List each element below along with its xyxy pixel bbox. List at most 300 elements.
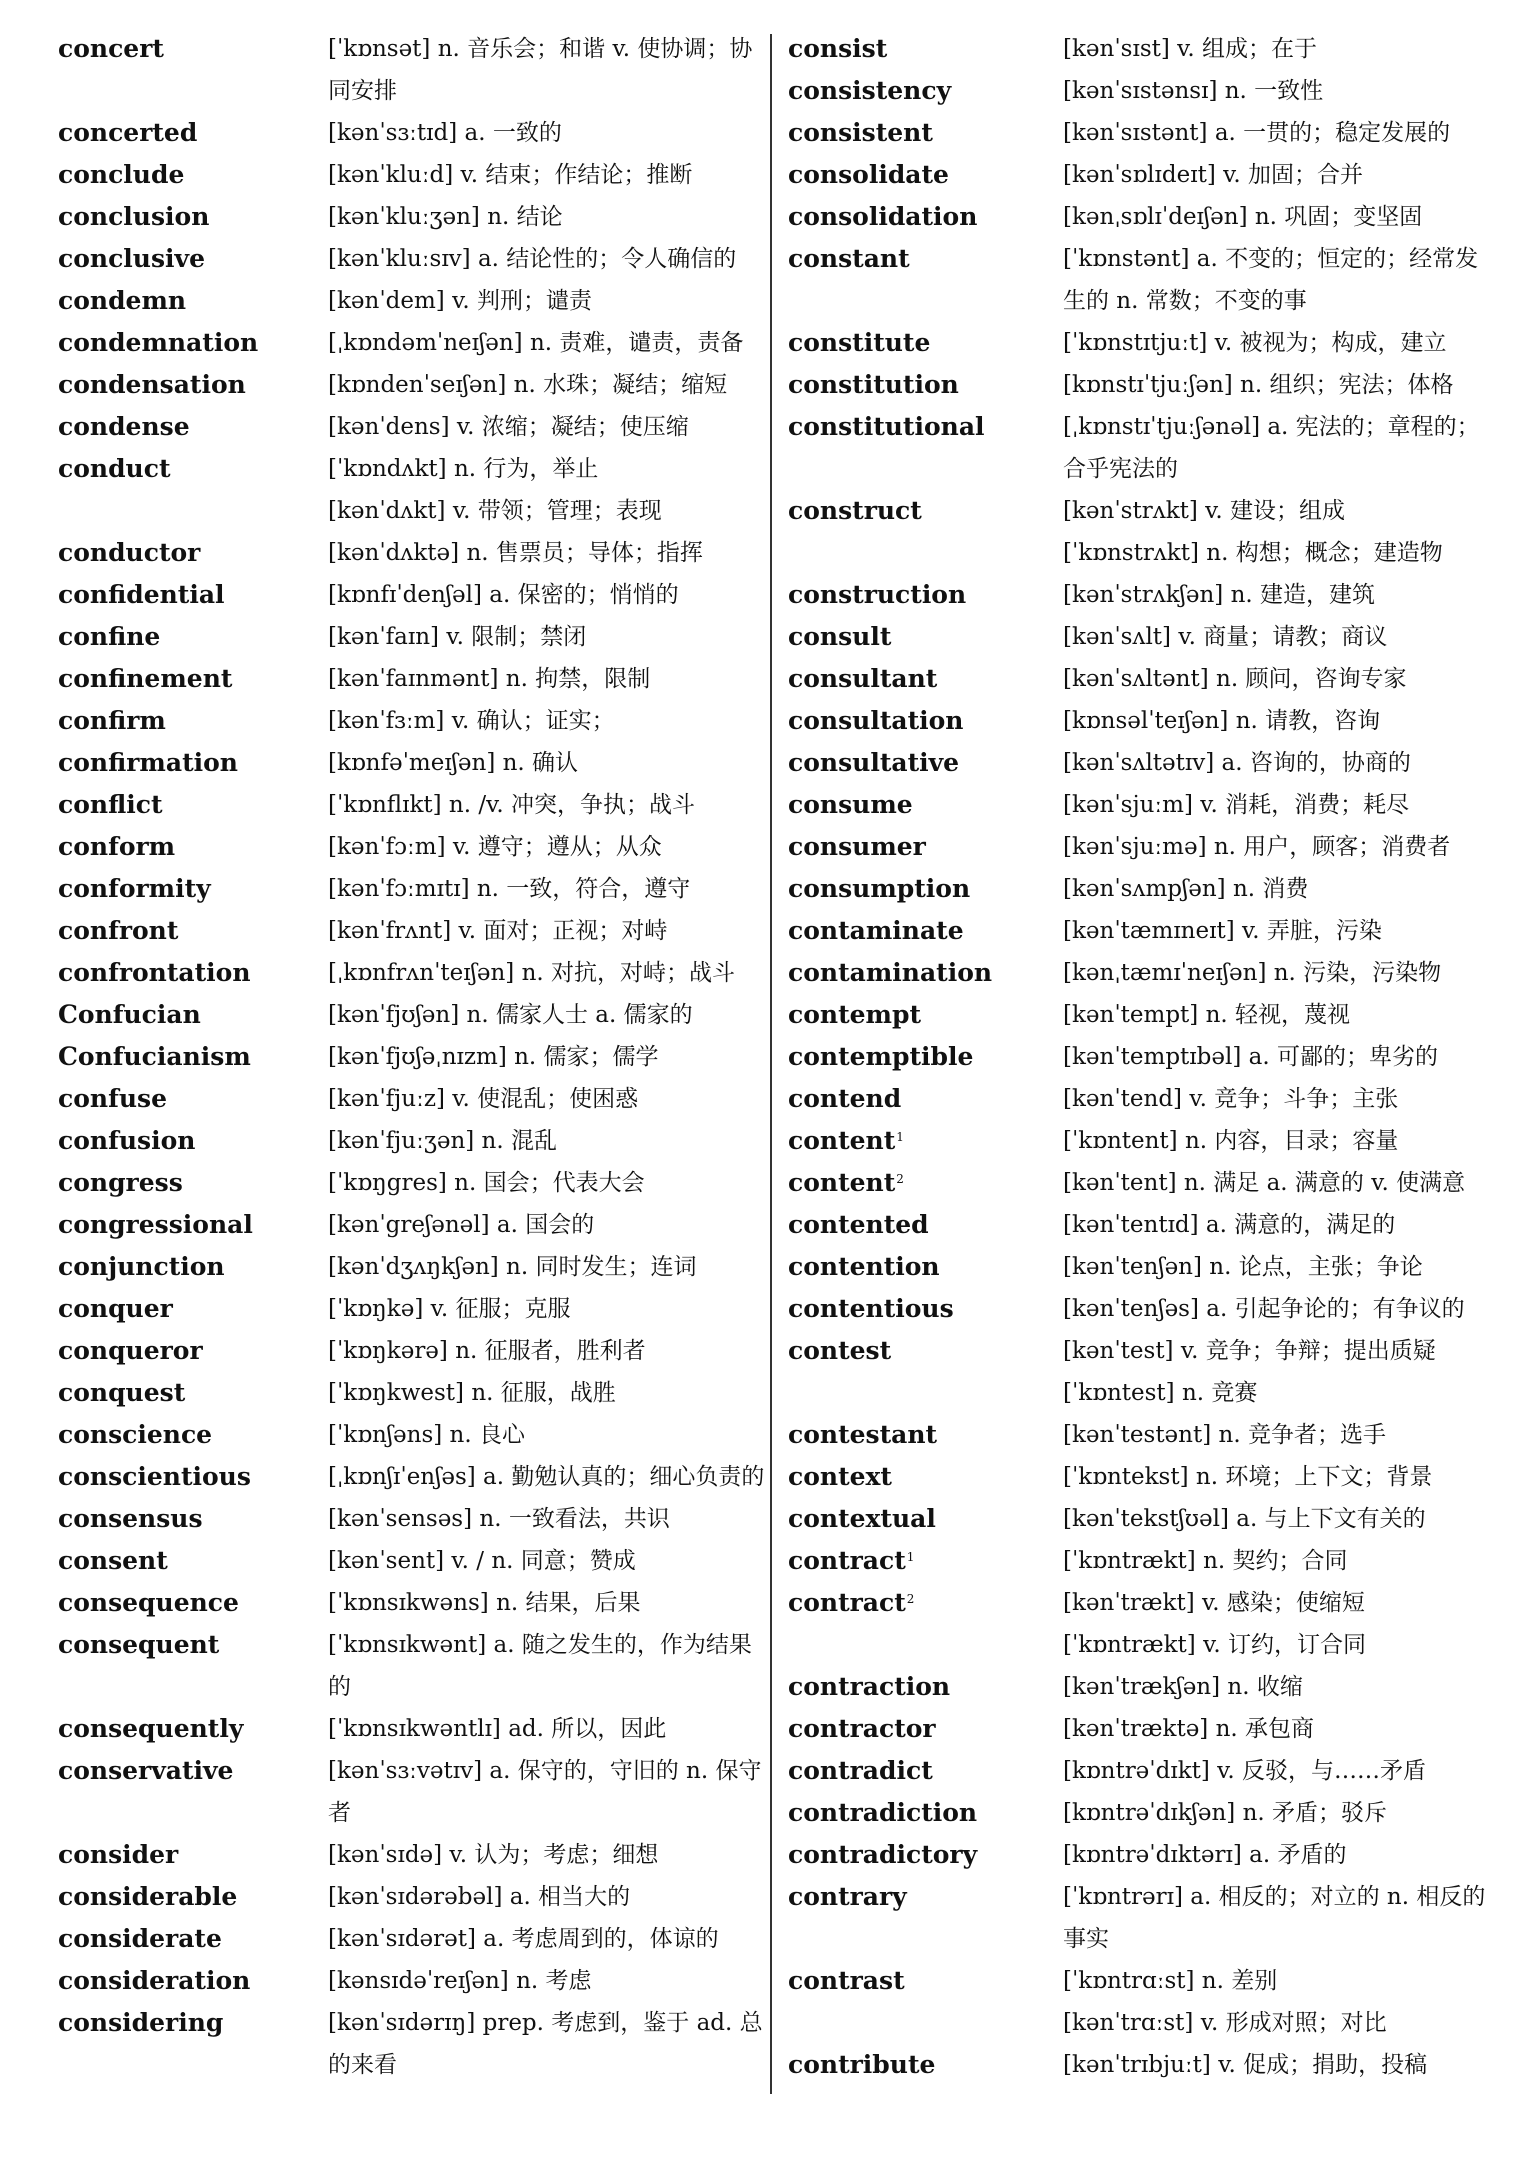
definition-block <box>1063 112 1500 154</box>
headword-text: constitute <box>788 328 931 357</box>
definition-line: [kɒnstɪˈtjuːʃən] n. 组织；宪法；体格 <box>1063 372 1454 398</box>
definition-block <box>328 1834 768 1876</box>
dictionary-entry <box>788 1120 1500 1162</box>
dictionary-entry <box>788 700 1500 742</box>
dictionary-entry <box>58 1456 773 1498</box>
definition-line: [ˈkɒnstənt] a. 不变的；恒定的；经常发生的 n. 常数；不变的事 <box>1063 246 1479 314</box>
headword <box>788 70 1063 112</box>
definition-line: [ˈkɒŋkərə] n. 征服者，胜利者 <box>328 1338 646 1364</box>
dictionary-entry <box>58 154 773 196</box>
headword <box>58 1288 328 1330</box>
dictionary-entry <box>58 28 773 112</box>
headword-text: consultant <box>788 664 938 693</box>
headword-text: constitutional <box>788 412 985 441</box>
headword-text: consolidation <box>788 202 978 231</box>
definition-block <box>328 1750 768 1834</box>
headword <box>58 1120 328 1162</box>
headword <box>58 952 328 994</box>
dictionary-entry <box>788 994 1500 1036</box>
headword <box>788 1246 1063 1288</box>
dictionary-entry <box>788 784 1500 826</box>
definition-block <box>1063 1036 1500 1078</box>
definition-line: [ˈkɒnstrʌkt] n. 构想；概念；建造物 <box>1063 540 1443 566</box>
dictionary-entry <box>58 112 773 154</box>
definition-block <box>328 658 768 700</box>
headword <box>58 1414 328 1456</box>
headword <box>788 1708 1063 1750</box>
definition-line: [kənˈtrækʃən] n. 收缩 <box>1063 1674 1303 1700</box>
dictionary-entry <box>788 70 1500 112</box>
headword <box>788 868 1063 910</box>
definition-block <box>328 574 768 616</box>
headword-text: contaminate <box>788 916 964 945</box>
dictionary-entry <box>58 1834 773 1876</box>
definition-line: [kənˈtenʃəs] a. 引起争论的；有争议的 <box>1063 1296 1465 1322</box>
headword <box>788 1288 1063 1330</box>
dictionary-entry <box>788 364 1500 406</box>
headword-text: consequence <box>58 1588 239 1617</box>
definition-line: [kɒntrəˈdɪkt] v. 反驳，与……矛盾 <box>1063 1758 1427 1784</box>
headword <box>788 1204 1063 1246</box>
dictionary-entry <box>788 616 1500 658</box>
definition-block <box>328 826 768 868</box>
definition-line: [kənˈtempt] n. 轻视，蔑视 <box>1063 1002 1351 1028</box>
dictionary-entry <box>58 1162 773 1204</box>
definition-block <box>328 952 768 994</box>
definition-block <box>1063 1666 1500 1708</box>
definition-line: [kənˈsɪdərəbəl] a. 相当大的 <box>328 1884 631 1910</box>
definition-block <box>1063 364 1500 406</box>
headword <box>788 1414 1063 1456</box>
definition-block <box>1063 658 1500 700</box>
definition-line: [kənˈtestənt] n. 竞争者；选手 <box>1063 1422 1386 1448</box>
definition-block <box>328 1456 768 1498</box>
dictionary-entry <box>788 1036 1500 1078</box>
headword <box>58 1162 328 1204</box>
definition-block <box>328 1162 768 1204</box>
headword <box>58 1960 328 2002</box>
dictionary-entry <box>788 910 1500 952</box>
dictionary-entry <box>788 1750 1500 1792</box>
left-column <box>58 28 773 2086</box>
definition-line: [kənˈfaɪnmənt] n. 拘禁，限制 <box>328 666 651 692</box>
headword-text: consent <box>58 1546 168 1575</box>
headword-text: contradictory <box>788 1840 978 1869</box>
headword <box>58 1036 328 1078</box>
dictionary-entry <box>58 910 773 952</box>
definition-line: [kənˈtest] v. 竞争；争辩；提出质疑 <box>1063 1338 1436 1364</box>
headword <box>788 112 1063 154</box>
definition-line: [kənˈsɪstənt] a. 一贯的；稳定发展的 <box>1063 120 1451 146</box>
dictionary-entry <box>58 994 773 1036</box>
headword <box>58 700 328 742</box>
definition-block <box>328 742 768 784</box>
definition-line: [ˈkɒntekst] n. 环境；上下文；背景 <box>1063 1464 1433 1490</box>
definition-block <box>1063 238 1500 322</box>
headword <box>788 616 1063 658</box>
dictionary-entry <box>58 616 773 658</box>
dictionary-entry <box>788 574 1500 616</box>
headword-text: conduct <box>58 454 171 483</box>
headword-text: conclusion <box>58 202 210 231</box>
dictionary-entry <box>58 1330 773 1372</box>
headword-text: consume <box>788 790 913 819</box>
dictionary-entry <box>788 1540 1500 1582</box>
definition-line: [ˈkɒnsɪkwənt] a. 随之发生的，作为结果的 <box>328 1632 752 1700</box>
definition-line: [kənˈfjʊʃəˌnɪzm] n. 儒家；儒学 <box>328 1044 659 1070</box>
headword <box>58 364 328 406</box>
dictionary-entry <box>788 490 1500 574</box>
definition-block <box>1063 1204 1500 1246</box>
definition-line: [kənˈsʌltənt] n. 顾问，咨询专家 <box>1063 666 1407 692</box>
definition-block <box>328 322 768 364</box>
headword <box>788 1498 1063 1540</box>
headword-text: confirm <box>58 706 166 735</box>
definition-block <box>328 196 768 238</box>
homograph-number: 1 <box>896 1130 904 1144</box>
dictionary-entry <box>58 1120 773 1162</box>
headword-text: congressional <box>58 1210 253 1239</box>
dictionary-entry <box>58 1036 773 1078</box>
headword <box>788 1540 1063 1582</box>
definition-block <box>1063 616 1500 658</box>
headword-text: consequently <box>58 1714 244 1743</box>
definition-block <box>328 364 768 406</box>
definition-line: [ˈkɒntest] n. 竞赛 <box>1063 1380 1258 1406</box>
definition-line: [kənˈsɒlɪdeɪt] v. 加固；合并 <box>1063 162 1363 188</box>
definition-block <box>328 1918 768 1960</box>
dictionary-entry <box>788 2044 1500 2086</box>
definition-line: [kənˈsɪstənsɪ] n. 一致性 <box>1063 78 1324 104</box>
definition-block <box>328 28 768 112</box>
definition-line: [kənˈtæmɪneɪt] v. 弄脏，污染 <box>1063 918 1382 944</box>
definition-line: [kənˈtrɑːst] v. 形成对照；对比 <box>1063 2010 1387 2036</box>
headword-text: considering <box>58 2008 224 2037</box>
headword <box>58 1498 328 1540</box>
headword <box>58 1750 328 1792</box>
definition-block <box>1063 952 1500 994</box>
headword <box>788 1330 1063 1372</box>
definition-line: [kɒnfəˈmeɪʃən] n. 确认 <box>328 750 579 776</box>
dictionary-entry <box>788 1246 1500 1288</box>
definition-line: [kənˈdʒʌŋkʃən] n. 同时发生；连词 <box>328 1254 697 1280</box>
headword <box>788 784 1063 826</box>
headword-text: construction <box>788 580 967 609</box>
headword <box>58 1246 328 1288</box>
dictionary-entry <box>788 1330 1500 1414</box>
dictionary-entry <box>58 1876 773 1918</box>
definition-line: [ˈkɒntent] n. 内容，目录；容量 <box>1063 1128 1399 1154</box>
dictionary-entry <box>58 2002 773 2086</box>
headword-text: content <box>788 1168 896 1197</box>
headword-text: conformity <box>58 874 211 903</box>
headword-text: consumer <box>788 832 926 861</box>
definition-line: [kənˈsent] v. / n. 同意；赞成 <box>328 1548 636 1574</box>
definition-line: [kənˈkluːʒən] n. 结论 <box>328 204 563 230</box>
dictionary-entry <box>58 1246 773 1288</box>
headword-text: confirmation <box>58 748 238 777</box>
definition-block <box>1063 154 1500 196</box>
definition-block <box>1063 1540 1500 1582</box>
headword <box>58 826 328 868</box>
headword <box>58 658 328 700</box>
headword <box>788 196 1063 238</box>
headword-text: consolidate <box>788 160 949 189</box>
definition-block <box>328 1078 768 1120</box>
right-column <box>788 28 1500 2086</box>
definition-block <box>1063 1414 1500 1456</box>
dictionary-entry <box>788 196 1500 238</box>
headword <box>58 406 328 448</box>
dictionary-entry <box>58 658 773 700</box>
headword <box>788 1834 1063 1876</box>
definition-block <box>1063 574 1500 616</box>
dictionary-entry <box>58 1960 773 2002</box>
definition-line: [kənˈdem] v. 判刑；谴责 <box>328 288 592 314</box>
headword <box>788 1876 1063 1918</box>
dictionary-entry <box>788 1498 1500 1540</box>
definition-block <box>1063 1960 1500 2044</box>
definition-block <box>328 700 768 742</box>
headword-text: consultative <box>788 748 960 777</box>
definition-line: [kənˈfɜːm] v. 确认；证实； <box>328 708 615 734</box>
definition-line: [kənˈfjuːʒən] n. 混乱 <box>328 1128 557 1154</box>
headword <box>58 868 328 910</box>
definition-block <box>328 1960 768 2002</box>
headword-text: consideration <box>58 1966 251 1995</box>
headword-text: contest <box>788 1336 892 1365</box>
dictionary-entry <box>58 1708 773 1750</box>
headword <box>788 1036 1063 1078</box>
headword-text: conductor <box>58 538 201 567</box>
headword-text: congress <box>58 1168 183 1197</box>
homograph-number: 2 <box>896 1172 904 1186</box>
definition-block <box>1063 1750 1500 1792</box>
definition-line: [kənˈtrɪbjuːt] v. 促成；捐助，投稿 <box>1063 2052 1428 2078</box>
definition-line: [ˈkɒnʃəns] n. 良心 <box>328 1422 525 1448</box>
definition-line: [ˈkɒŋgres] n. 国会；代表大会 <box>328 1170 645 1196</box>
dictionary-entry <box>58 826 773 868</box>
dictionary-entry <box>788 1078 1500 1120</box>
definition-line: [ˈkɒnsɪkwəntlɪ] ad. 所以，因此 <box>328 1716 667 1742</box>
definition-block <box>1063 1498 1500 1540</box>
definition-block <box>1063 784 1500 826</box>
dictionary-entry <box>788 1204 1500 1246</box>
definition-block <box>1063 1582 1500 1666</box>
definition-line: [ˌkɒndəmˈneɪʃən] n. 责难，谴责，责备 <box>328 330 744 356</box>
definition-line: [kənˈfrʌnt] v. 面对；正视；对峙 <box>328 918 668 944</box>
headword <box>788 238 1063 280</box>
dictionary-entry <box>788 28 1500 70</box>
definition-line: [kənˈtræktə] n. 承包商 <box>1063 1716 1315 1742</box>
definition-block <box>328 784 768 826</box>
definition-block <box>1063 1708 1500 1750</box>
definition-line: [ˈkɒnsɪkwəns] n. 结果，后果 <box>328 1590 641 1616</box>
headword-text: consensus <box>58 1504 203 1533</box>
headword-text: contempt <box>788 1000 922 1029</box>
headword <box>58 238 328 280</box>
homograph-number: 2 <box>906 1592 915 1606</box>
dictionary-entry <box>58 364 773 406</box>
dictionary-entry <box>788 1162 1500 1204</box>
definition-block <box>328 994 768 1036</box>
headword <box>58 1330 328 1372</box>
headword <box>58 574 328 616</box>
headword <box>788 1078 1063 1120</box>
headword <box>58 616 328 658</box>
definition-block <box>328 406 768 448</box>
headword <box>58 1078 328 1120</box>
headword-text: contradict <box>788 1756 933 1785</box>
headword <box>788 826 1063 868</box>
definition-block <box>328 1204 768 1246</box>
headword <box>58 1624 328 1666</box>
column-divider <box>770 34 772 2094</box>
dictionary-entry <box>788 1666 1500 1708</box>
headword-text: confine <box>58 622 161 651</box>
headword <box>58 784 328 826</box>
definition-block <box>1063 994 1500 1036</box>
headword-text: contextual <box>788 1504 936 1533</box>
definition-line: [kɒntrəˈdɪkʃən] n. 矛盾；驳斥 <box>1063 1800 1388 1826</box>
headword-text: conqueror <box>58 1336 203 1365</box>
definition-block <box>1063 490 1500 574</box>
dictionary-entry <box>58 238 773 280</box>
headword-text: contradiction <box>788 1798 978 1827</box>
definition-block <box>1063 910 1500 952</box>
definition-block <box>1063 322 1500 364</box>
headword-text: confrontation <box>58 958 251 987</box>
definition-line: [kənˈsɪst] v. 组成；在于 <box>1063 36 1318 62</box>
dictionary-entry <box>788 1960 1500 2044</box>
headword <box>58 532 328 574</box>
headword <box>788 994 1063 1036</box>
definition-block <box>328 1330 768 1372</box>
dictionary-entry <box>788 1708 1500 1750</box>
definition-block <box>328 1246 768 1288</box>
headword-text: conclusive <box>58 244 205 273</box>
dictionary-entry <box>788 406 1500 490</box>
definition-line: [ˈkɒnstɪtjuːt] v. 被视为；构成，建立 <box>1063 330 1447 356</box>
definition-block <box>328 1582 768 1624</box>
homograph-number: 1 <box>906 1550 915 1564</box>
definition-line: [kənˈsʌmpʃən] n. 消费 <box>1063 876 1309 902</box>
headword <box>58 994 328 1036</box>
headword <box>788 406 1063 448</box>
definition-line: [kənˈstrʌkt] v. 建设；组成 <box>1063 498 1346 524</box>
dictionary-entry <box>788 1834 1500 1876</box>
definition-block <box>1063 1120 1500 1162</box>
definition-line: [kənˈtenʃən] n. 论点，主张；争论 <box>1063 1254 1423 1280</box>
definition-block <box>1063 826 1500 868</box>
definition-block <box>1063 1078 1500 1120</box>
definition-block <box>328 1288 768 1330</box>
definition-line: [kɒntrəˈdɪktərɪ] a. 矛盾的 <box>1063 1842 1347 1868</box>
definition-line: [kənˈfaɪn] v. 限制；禁闭 <box>328 624 587 650</box>
headword <box>788 1792 1063 1834</box>
headword-text: constitution <box>788 370 959 399</box>
dictionary-entry <box>58 784 773 826</box>
definition-block <box>1063 1456 1500 1498</box>
headword-text: considerate <box>58 1924 222 1953</box>
dictionary-entry <box>788 826 1500 868</box>
headword-text: conscientious <box>58 1462 251 1491</box>
definition-block <box>1063 1162 1500 1204</box>
headword <box>58 154 328 196</box>
definition-block <box>328 1624 768 1708</box>
headword <box>58 1876 328 1918</box>
definition-line: [kənˈfɔːm] v. 遵守；遵从；从众 <box>328 834 662 860</box>
dictionary-entry <box>788 1414 1500 1456</box>
definition-block <box>1063 406 1500 490</box>
definition-block <box>328 238 768 280</box>
headword-text: consumption <box>788 874 971 903</box>
definition-block <box>328 616 768 658</box>
headword <box>788 1120 1063 1162</box>
dictionary-entry <box>788 1876 1500 1960</box>
definition-line: [kənˈsɪdərɪŋ] prep. 考虑到，鉴于 ad. 总的来看 <box>328 2010 763 2078</box>
dictionary-entry <box>58 952 773 994</box>
definition-block <box>328 1708 768 1750</box>
headword <box>788 1750 1063 1792</box>
definition-line: [kɒnfɪˈdenʃəl] a. 保密的；悄悄的 <box>328 582 679 608</box>
definition-block <box>1063 1876 1500 1960</box>
definition-block <box>328 1036 768 1078</box>
headword-text: condensation <box>58 370 246 399</box>
headword-text: contestant <box>788 1420 938 1449</box>
definition-line: [kənˈdʌktə] n. 售票员；导体；指挥 <box>328 540 703 566</box>
headword-text: consist <box>788 34 888 63</box>
definition-line: [ˌkɒnstɪˈtjuːʃənəl] a. 宪法的；章程的；合乎宪法的 <box>1063 414 1480 482</box>
headword <box>58 1204 328 1246</box>
headword <box>58 1708 328 1750</box>
definition-block <box>328 1540 768 1582</box>
definition-block <box>1063 70 1500 112</box>
dictionary-entry <box>788 1288 1500 1330</box>
definition-line: [ˌkɒnʃɪˈenʃəs] a. 勤勉认真的；细心负责的 <box>328 1464 765 1490</box>
dictionary-entry <box>58 1498 773 1540</box>
definition-line: [kənˈsɪdə] v. 认为；考虑；细想 <box>328 1842 659 1868</box>
definition-block <box>1063 1288 1500 1330</box>
definition-line: [kənˌtæmɪˈneɪʃən] n. 污染，污染物 <box>1063 960 1442 986</box>
definition-line: [ˈkɒnflɪkt] n. /v. 冲突，争执；战斗 <box>328 792 696 818</box>
headword <box>58 742 328 784</box>
headword-text: conservative <box>58 1756 234 1785</box>
dictionary-entry <box>58 1582 773 1624</box>
headword <box>58 1540 328 1582</box>
dictionary-entry <box>788 1582 1500 1666</box>
definition-line: [kənˈfjʊʃən] n. 儒家人士 a. 儒家的 <box>328 1002 693 1028</box>
definition-line: [kənˈtentɪd] a. 满意的，满足的 <box>1063 1212 1396 1238</box>
headword <box>788 1456 1063 1498</box>
definition-line: [kənˈsɜːvətɪv] a. 保守的，守旧的 n. 保守者 <box>328 1758 762 1826</box>
definition-line: [kənˈfɔːmɪtɪ] n. 一致，符合，遵守 <box>328 876 691 902</box>
headword-text: consult <box>788 622 892 651</box>
definition-line: [ˈkɒntrækt] n. 契约；合同 <box>1063 1548 1348 1574</box>
definition-line: [kənˈtent] n. 满足 a. 满意的 v. 使满意 <box>1063 1170 1466 1196</box>
headword <box>788 574 1063 616</box>
definition-line: [ˈkɒŋkwest] n. 征服，战胜 <box>328 1380 616 1406</box>
headword <box>58 28 328 70</box>
definition-line: [kənˈsɪdərət] a. 考虑周到的，体谅的 <box>328 1926 719 1952</box>
headword-text: conclude <box>58 160 185 189</box>
headword-text: confinement <box>58 664 233 693</box>
headword <box>788 910 1063 952</box>
dictionary-entry <box>58 322 773 364</box>
headword <box>58 1834 328 1876</box>
headword-text: contemptible <box>788 1042 974 1071</box>
headword-text: conscience <box>58 1420 213 1449</box>
